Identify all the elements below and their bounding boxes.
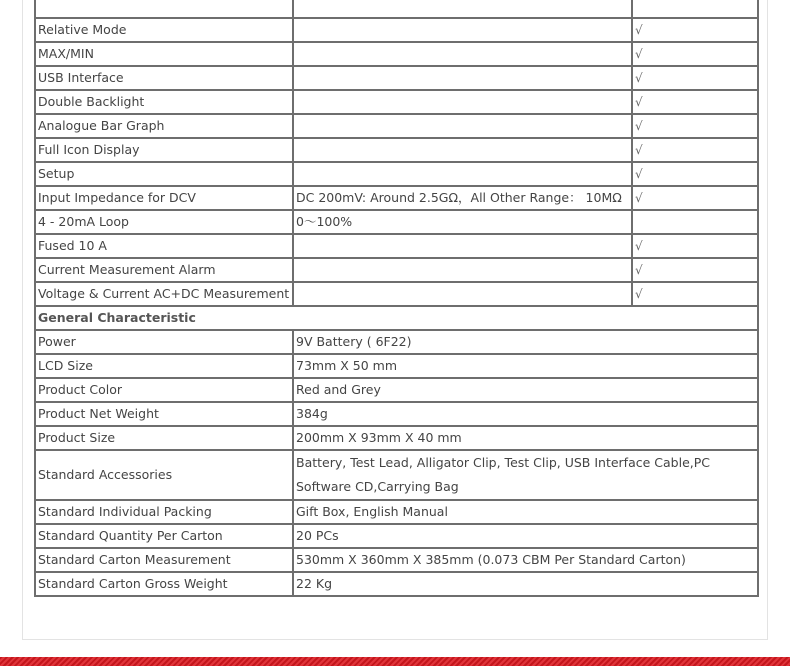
feature-value <box>293 258 632 282</box>
feature-value: DC 200mV: Around 2.5GΩ，All Other Range： 10MΩ <box>293 186 632 210</box>
feature-label: Full Icon Display <box>35 138 293 162</box>
table-row <box>35 138 758 162</box>
spec-label: Standard Quantity Per Carton <box>35 524 293 548</box>
spec-label: Standard Carton Gross Weight <box>35 572 293 596</box>
spec-label: Power <box>35 330 293 354</box>
feature-value <box>293 162 632 186</box>
table-row <box>35 42 758 66</box>
spec-label: Standard Individual Packing <box>35 500 293 524</box>
feature-check: √ <box>632 90 758 114</box>
feature-check: √ <box>632 114 758 138</box>
feature-check: √ <box>632 42 758 66</box>
table-row <box>35 500 758 524</box>
spec-value: Gift Box, English Manual <box>293 500 758 524</box>
feature-label: MAX/MIN <box>35 42 293 66</box>
feature-value <box>293 90 632 114</box>
table-row <box>35 234 758 258</box>
section-title: General Characteristic <box>35 306 758 330</box>
table-row <box>35 402 758 426</box>
feature-label: Voltage & Current AC+DC Measurement <box>35 282 293 306</box>
feature-label: Setup <box>35 162 293 186</box>
table-row <box>35 210 758 234</box>
feature-value <box>293 42 632 66</box>
feature-label <box>35 0 293 18</box>
spec-value: Red and Grey <box>293 378 758 402</box>
feature-label: Double Backlight <box>35 90 293 114</box>
spec-value: 22 Kg <box>293 572 758 596</box>
table-row <box>35 548 758 572</box>
feature-label: Current Measurement Alarm <box>35 258 293 282</box>
table-row <box>35 378 758 402</box>
feature-label: USB Interface <box>35 66 293 90</box>
spec-table <box>34 0 759 597</box>
table-row <box>35 186 758 210</box>
footer-stripe-bar <box>0 657 790 666</box>
table-row <box>35 18 758 42</box>
table-row <box>35 162 758 186</box>
spec-value: 73mm X 50 mm <box>293 354 758 378</box>
table-row <box>35 258 758 282</box>
feature-value <box>293 66 632 90</box>
spec-label: Product Net Weight <box>35 402 293 426</box>
feature-value <box>293 138 632 162</box>
spec-label: Standard Carton Measurement <box>35 548 293 572</box>
spec-label: Standard Accessories <box>35 450 293 500</box>
feature-check: √ <box>632 282 758 306</box>
feature-label: 4 - 20mA Loop <box>35 210 293 234</box>
feature-check: √ <box>632 258 758 282</box>
section-header-row <box>35 306 758 330</box>
feature-label: Relative Mode <box>35 18 293 42</box>
feature-check: √ <box>632 18 758 42</box>
feature-label: Input Impedance for DCV <box>35 186 293 210</box>
table-row <box>35 282 758 306</box>
feature-check <box>632 0 758 18</box>
spec-value: 20 PCs <box>293 524 758 548</box>
table-row <box>35 0 758 18</box>
feature-check: √ <box>632 66 758 90</box>
feature-value <box>293 282 632 306</box>
table-row <box>35 524 758 548</box>
table-row <box>35 66 758 90</box>
spec-value: Battery, Test Lead, Alligator Clip, Test Clip, USB Interface Cable,PC Software CD,Carrying Bag <box>293 450 758 500</box>
table-row <box>35 572 758 596</box>
table-row <box>35 330 758 354</box>
spec-label: LCD Size <box>35 354 293 378</box>
feature-value <box>293 234 632 258</box>
spec-label: Product Size <box>35 426 293 450</box>
feature-check: √ <box>632 234 758 258</box>
feature-check: √ <box>632 162 758 186</box>
spec-value: 200mm X 93mm X 40 mm <box>293 426 758 450</box>
table-row <box>35 114 758 138</box>
feature-label: Analogue Bar Graph <box>35 114 293 138</box>
feature-value: 0～100% <box>293 210 632 234</box>
table-row <box>35 90 758 114</box>
feature-label: Fused 10 A <box>35 234 293 258</box>
spec-label: Product Color <box>35 378 293 402</box>
spec-value: 384g <box>293 402 758 426</box>
table-row <box>35 426 758 450</box>
table-row <box>35 354 758 378</box>
feature-value <box>293 114 632 138</box>
table-row <box>35 450 758 500</box>
feature-check: √ <box>632 138 758 162</box>
feature-check: √ <box>632 186 758 210</box>
spec-value: 530mm X 360mm X 385mm (0.073 CBM Per Standard Carton) <box>293 548 758 572</box>
spec-value: 9V Battery ( 6F22) <box>293 330 758 354</box>
feature-value <box>293 0 632 18</box>
feature-check <box>632 210 758 234</box>
feature-value <box>293 18 632 42</box>
